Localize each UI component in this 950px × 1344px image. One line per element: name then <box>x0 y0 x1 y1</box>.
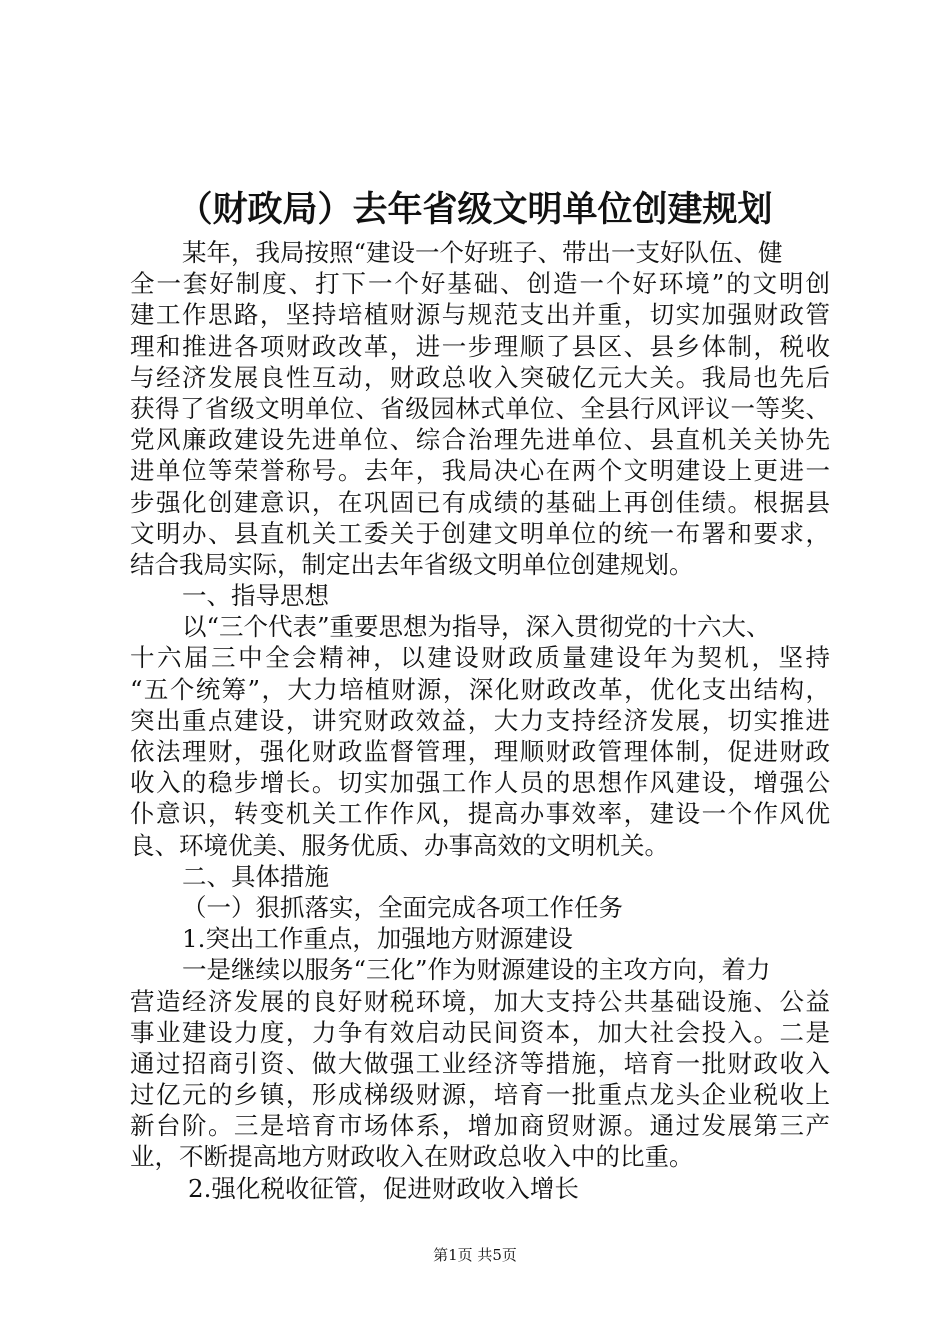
paragraph-line: 文明办、县直机关工委关于创建文明单位的统一布署和要求， <box>130 518 830 548</box>
paragraph-line: 十六届三中全会精神，以建设财政质量建设年为契机，坚持 <box>130 643 830 673</box>
item-heading: 1.突出工作重点，加强地方财源建设 <box>182 924 573 954</box>
paragraph-line: 新台阶。三是培育市场体系，增加商贸财源。通过发展第三产 <box>130 1111 830 1141</box>
paragraph-line: 某年，我局按照“建设一个好班子、带出一支好队伍、健 <box>182 238 783 267</box>
paragraph-line: 步强化创建意识，在巩固已有成绩的基础上再创佳绩。根据县 <box>130 487 830 517</box>
page-title: （财政局）去年省级文明单位创建规划 <box>177 189 773 230</box>
paragraph-line: 业，不断提高地方财政收入在财政总收入中的比重。 <box>130 1142 694 1172</box>
paragraph-line: 过亿元的乡镇，形成梯级财源，培育一批重点龙头企业税收上 <box>130 1080 830 1110</box>
paragraph-line: 理和推进各项财政改革，进一步理顺了县区、县乡体制，税收 <box>130 331 830 361</box>
paragraph-line: 以“三个代表”重要思想为指导，深入贯彻党的十六大、 <box>182 612 771 642</box>
paragraph-line: 获得了省级文明单位、省级园林式单位、全县行风评议一等奖、 <box>130 393 830 423</box>
page-footer: 第1页 共5页 <box>433 1246 517 1264</box>
section-heading: 二、具体措施 <box>182 861 329 891</box>
paragraph-line: 一是继续以服务“三化”作为财源建设的主攻方向，着力 <box>182 955 771 985</box>
paragraph-line: 营造经济发展的良好财税环境，加大支持公共基础设施、公益 <box>130 986 830 1016</box>
paragraph-line: 全一套好制度、打下一个好基础、创造一个好环境”的文明创 <box>130 269 830 299</box>
section-heading: 一、指导思想 <box>182 581 329 611</box>
paragraph-line: 通过招商引资、做大做强工业经济等措施，培育一批财政收入 <box>130 1048 830 1078</box>
paragraph-line: 突出重点建设，讲究财政效益，大力支持经济发展，切实推进 <box>130 705 830 735</box>
paragraph-line: 依法理财，强化财政监督管理，理顺财政管理体制，促进财政 <box>130 737 830 766</box>
paragraph-line: 收入的稳步增长。切实加强工作人员的思想作风建设，增强公 <box>130 768 830 798</box>
paragraph-line: 结合我局实际，制定出去年省级文明单位创建规划。 <box>130 549 694 579</box>
paragraph-line: 事业建设力度，力争有效启动民间资本，加大社会投入。二是 <box>130 1017 830 1047</box>
paragraph-line: “五个统筹”，大力培植财源，深化财政改革，优化支出结构， <box>130 674 830 704</box>
paragraph-line: 仆意识，转变机关工作作风，提高办事效率，建设一个作风优 <box>130 799 830 829</box>
paragraph-line: 建工作思路，坚持培植财源与规范支出并重，切实加强财政管 <box>130 300 830 330</box>
subsection-heading: （一）狠抓落实，全面完成各项工作任务 <box>182 892 623 922</box>
paragraph-line: 良、环境优美、服务优质、办事高效的文明机关。 <box>130 830 669 860</box>
item-heading: 2.强化税收征管，促进财政收入增长 <box>188 1173 579 1203</box>
paragraph-line: 进单位等荣誉称号。去年，我局决心在两个文明建设上更进一 <box>130 456 830 486</box>
paragraph-line: 与经济发展良性互动，财政总收入突破亿元大关。我局也先后 <box>130 362 830 392</box>
paragraph-line: 党风廉政建设先进单位、综合治理先进单位、县直机关关协先 <box>130 425 830 455</box>
document-body <box>130 237 830 1204</box>
